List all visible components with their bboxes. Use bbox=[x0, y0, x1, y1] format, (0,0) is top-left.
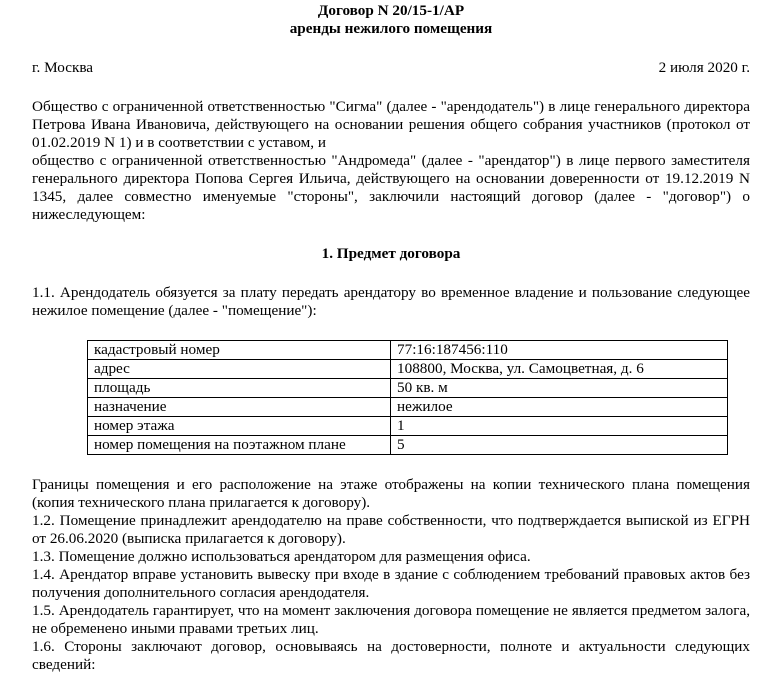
table-cell-value: 1 bbox=[391, 417, 728, 436]
table-cell-key: назначение bbox=[88, 398, 391, 417]
table-cell-key: номер этажа bbox=[88, 417, 391, 436]
table-row bbox=[88, 379, 728, 398]
table-cell-key: адрес bbox=[88, 360, 391, 379]
intro-paragraph-lessor: Общество с ограниченной ответственностью "Сигма" (далее - "арендодатель") в лице генерального директора Петрова Ивана Ивановича, действующего на основании решения общего собрания участников (протокол от 01.02.2019 N 1) и в соответствии с уставом, и bbox=[32, 98, 750, 151]
clause-1-1: 1.1. Арендодатель обязуется за плату передать арендатору во временное владение и пользование следующее нежилое помещение (далее - "помещение"): bbox=[32, 284, 750, 319]
clause-1-3: 1.3. Помещение должно использоваться арендатором для размещения офиса. bbox=[32, 548, 531, 565]
intro-paragraph-lessee: общество с ограниченной ответственностью "Андромеда" (далее - "арендатор") в лице первого заместителя генерального директора Попова Сергея Ильича, действующего на основании доверенности от 19.12.2019 N 1345, далее совместно именуемые "стороны", заключили настоящий договор (далее - "договор") о нижеследующем: bbox=[32, 152, 750, 223]
document-title: Договор N 20/15-1/АР bbox=[317, 2, 465, 19]
premises-properties-table bbox=[87, 340, 728, 455]
clause-1-4: 1.4. Арендатор вправе установить вывеску при входе в здание с соблюдением требований правовых актов без получения дополнительного согласия арендодателя. bbox=[32, 566, 750, 601]
table-cell-value: 5 bbox=[391, 436, 728, 455]
section-heading: 1. Предмет договора bbox=[321, 245, 461, 262]
table-row bbox=[88, 417, 728, 436]
table-cell-key: номер помещения на поэтажном плане bbox=[88, 436, 391, 455]
clause-1-2: 1.2. Помещение принадлежит арендодателю на праве собственности, что подтверждается выпиской из ЕГРН от 26.06.2020 (выписка прилагается к договору). bbox=[32, 512, 750, 547]
boundaries-paragraph: Границы помещения и его расположение на этаже отображены на копии технического плана помещения (копия технического плана прилагается к договору). bbox=[32, 476, 750, 511]
table-cell-value: 50 кв. м bbox=[391, 379, 728, 398]
document-subtitle: аренды нежилого помещения bbox=[289, 20, 493, 37]
table-row bbox=[88, 341, 728, 360]
place-date-line bbox=[32, 59, 750, 77]
table-cell-key: площадь bbox=[88, 379, 391, 398]
clause-1-6: 1.6. Стороны заключают договор, основываясь на достоверности, полноте и актуальности следующих сведений: bbox=[32, 638, 750, 673]
contract-place: г. Москва bbox=[32, 59, 94, 76]
table-row bbox=[88, 436, 728, 455]
table-cell-key: кадастровый номер bbox=[88, 341, 391, 360]
clause-1-5: 1.5. Арендодатель гарантирует, что на момент заключения договора помещение не является предметом залога, не обременено иными правами третьих лиц. bbox=[32, 602, 750, 637]
table-cell-value: 77:16:187456:110 bbox=[391, 341, 728, 360]
table-row bbox=[88, 398, 728, 417]
table-row bbox=[88, 360, 728, 379]
table-cell-value: 108800, Москва, ул. Самоцветная, д. 6 bbox=[391, 360, 728, 379]
table-cell-value: нежилое bbox=[391, 398, 728, 417]
contract-document bbox=[32, 0, 750, 674]
contract-date: 2 июля 2020 г. bbox=[658, 59, 750, 76]
